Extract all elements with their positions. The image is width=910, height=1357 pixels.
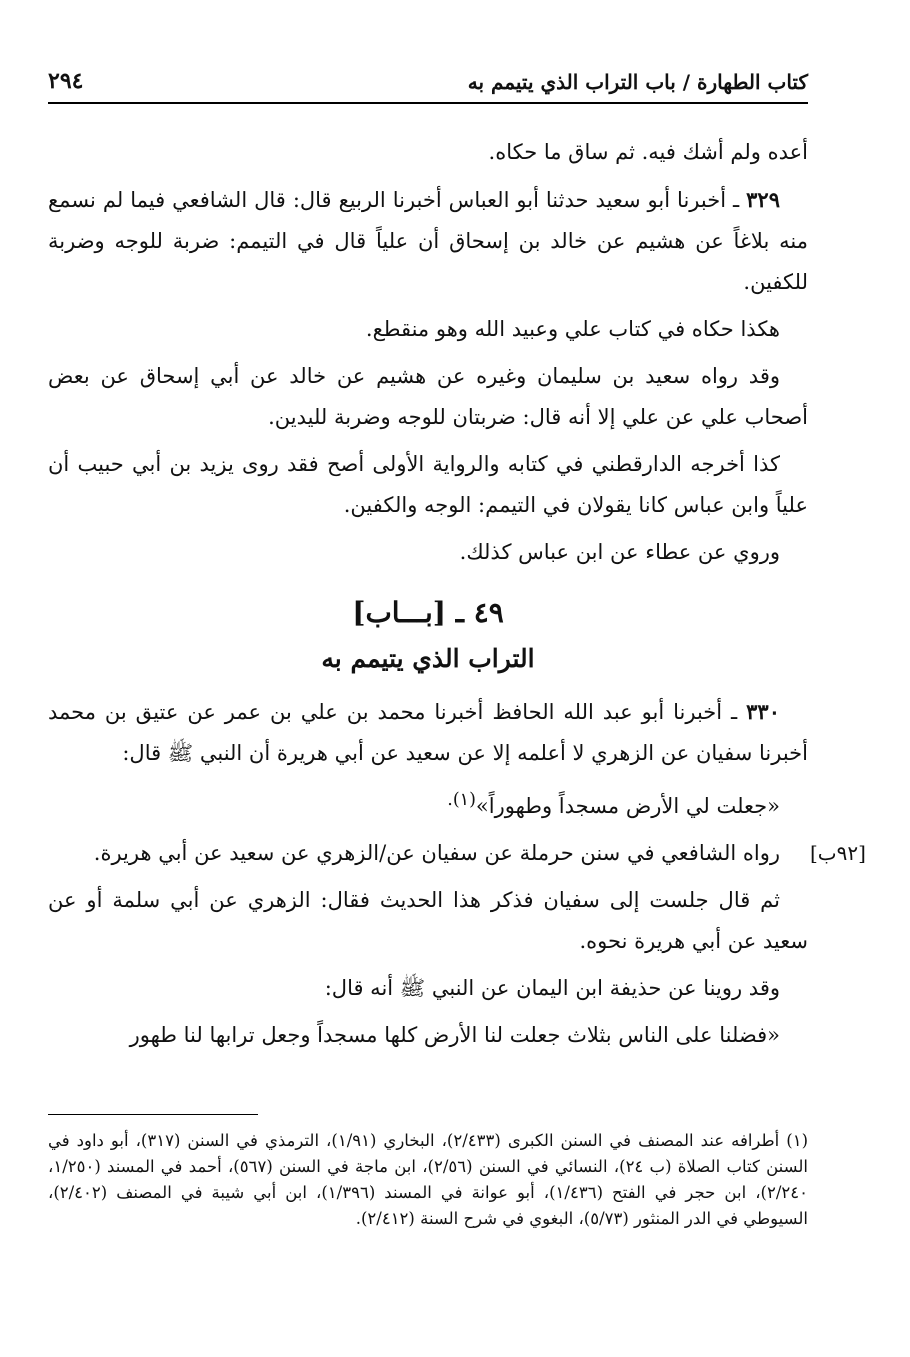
header-title: كتاب الطهارة / باب التراب الذي يتيمم به <box>467 70 808 94</box>
paragraph-text: رواه الشافعي في سنن حرملة عن سفيان عن/الزهري عن سعيد عن أبي هريرة. <box>93 841 780 865</box>
hadith-330 <box>48 691 808 774</box>
chapter-number: ٤٩ ـ [بـــاب] <box>352 596 504 629</box>
hadith-number: ٣٣٠ <box>746 699 780 724</box>
paragraph: وقد روينا عن حذيفة ابن اليمان عن النبي ﷺ أنه قال: <box>324 976 780 1000</box>
footnote-rule <box>48 1114 258 1115</box>
hadith-quote <box>48 780 808 827</box>
paragraph <box>48 833 866 874</box>
paragraph: «فضلنا على الناس بثلاث جعلت لنا الأرض كلها مسجداً وجعل ترابها لنا طهور <box>129 1023 780 1047</box>
running-header <box>48 66 808 100</box>
paragraph: أعده ولم أشك فيه. ثم ساق ما حكاه. <box>488 140 808 164</box>
paragraph: ثم قال جلست إلى سفيان فذكر هذا الحديث فقال: الزهري عن أبي سلمة أو عن سعيد عن أبي هريرة نحوه. <box>48 888 808 953</box>
hadith-text: ـ أخبرنا أبو عبد الله الحافظ أخبرنا محمد بن علي بن عمر عن عتيق بن محمد أخبرنا سفيان عن الزهري لا أعلمه إلا عن سعيد عن أبي هريرة أن النبي ﷺ قال: <box>48 700 808 765</box>
header-rule <box>48 102 808 104</box>
footnotes <box>48 1128 808 1232</box>
paragraph: كذا أخرجه الدارقطني في كتابه والرواية الأولى أصح فقد روى يزيد بن أبي حبيب أن علياً وابن عباس كانا يقولان في التيمم: الوجه والكفين. <box>48 452 808 517</box>
footnote-ref: (١). <box>447 790 476 810</box>
hadith-number: ٣٢٩ <box>746 187 780 212</box>
paragraph: هكذا حكاه في كتاب علي وعبيد الله وهو منقطع. <box>365 317 780 341</box>
page-number: ٢٩٤ <box>48 68 84 94</box>
book-page <box>48 56 866 1326</box>
hadith-text: ـ أخبرنا أبو سعيد حدثنا أبو العباس أخبرنا الربيع قال: قال الشافعي فيما لم نسمع منه بلاغاً عن هشيم عن خالد بن إسحاق أن علياً قال في التيمم: ضربة للوجه وضربة للكفين. <box>48 188 808 294</box>
paragraph: وقد رواه سعيد بن سليمان وغيره عن هشيم عن خالد عن أبي إسحاق عن بعض أصحاب علي عن علي إلا أنه قال: ضربتان للوجه وضربة لليدين. <box>48 364 808 429</box>
chapter-title: التراب الذي يتيمم به <box>321 644 535 673</box>
manuscript-folio-note: [٩٢ب] <box>810 841 866 865</box>
hadith-329 <box>48 179 808 303</box>
footnote: (١) أطرافه عند المصنف في السنن الكبرى (٢/٤٣٣)، البخاري (١/٩١)، الترمذي في السنن (٣١٧)، أبو داود في السنن كتاب الصلاة (ب ٢٤)، النسائي في السنن (٢/٥٦)، ابن ماجة في السنن (٥٦٧)، أحمد في المسند (١/٢٥٠، ٢/٢٤٠)، ابن حجر في الفتح (١/٤٣٦)، أبو عوانة في المسند (١/٣٩٦)، ابن أبي شيبة في المصنف (٢/٤٠٢)، السيوطي في الدر المنثور (٥/٧٣)، البغوي في شرح السنة (٢/٤١٢). <box>48 1131 808 1228</box>
quote-text: «جعلت لي الأرض مسجداً وطهوراً» <box>475 794 780 818</box>
main-text <box>48 132 866 1062</box>
paragraph: وروي عن عطاء عن ابن عباس كذلك. <box>459 540 780 564</box>
